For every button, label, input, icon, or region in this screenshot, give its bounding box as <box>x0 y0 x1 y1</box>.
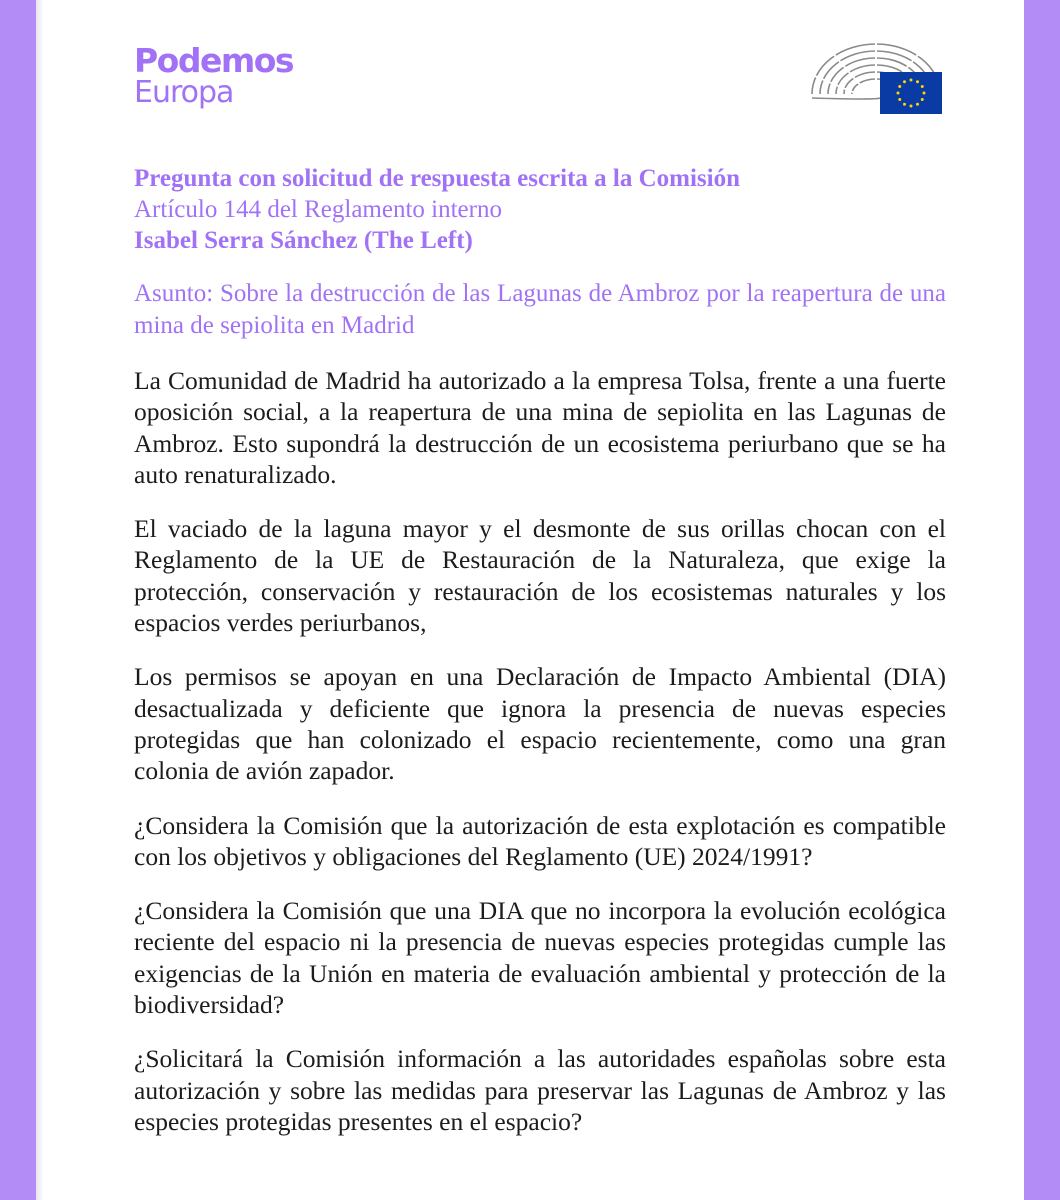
eu-star <box>921 85 924 88</box>
eu-star <box>916 80 919 83</box>
eu-star <box>898 98 901 101</box>
document-page <box>36 0 1024 1200</box>
logo-line-2: Europa <box>134 75 234 110</box>
eu-flag-icon <box>880 72 942 114</box>
question-3: ¿Solicitará la Comisión información a las autoridades españolas sobre esta autorización y sobre las medidas para preservar las Lagunas de Ambroz y las especies protegidas presentes en el espacio? <box>134 1044 946 1136</box>
logo-line-1: Podemos <box>134 41 294 80</box>
question-2: ¿Considera la Comisión que una DIA que no incorpora la evolución ecológica reciente del espacio ni la presencia de nuevas especies protegidas cumple las exigencias de la Unión en materia de evaluación ambiental y protección de la biodiversidad? <box>134 896 946 1020</box>
eu-star <box>916 103 919 106</box>
article-reference: Artículo 144 del Reglamento interno <box>134 196 502 223</box>
subject-line: Asunto: Sobre la destrucción de las Lagunas de Ambroz por la reapertura de una mina de sepiolita en Madrid <box>134 280 946 339</box>
eu-star <box>903 103 906 106</box>
paragraph-regulation: El vaciado de la laguna mayor y el desmonte de sus orillas chocan con el Reglamento de la UE de Restauración de la Naturaleza, que exige la protección, conservación y restauración de los ecosistemas naturales y los espacios verdes periurbanos, <box>134 514 946 638</box>
eu-star <box>903 80 906 83</box>
document-title: Pregunta con solicitud de respuesta escrita a la Comisión <box>134 165 741 192</box>
page-edge-shadow <box>36 0 44 1200</box>
podemos-europa-logo <box>134 41 294 110</box>
eu-star <box>923 92 926 95</box>
eu-star <box>897 92 900 95</box>
eu-star <box>910 79 913 82</box>
eu-star <box>910 105 913 108</box>
eu-star <box>898 85 901 88</box>
document-heading <box>134 163 946 256</box>
question-1: ¿Considera la Comisión que la autorización de esta explotación es compatible con los objetivos y obligaciones del Reglamento (UE) 2024/1991? <box>134 810 946 871</box>
european-parliament-logo-icon <box>806 38 946 118</box>
eu-star <box>921 98 924 101</box>
paragraph-context: La Comunidad de Madrid ha autorizado a la empresa Tolsa, frente a una fuerte oposición social, a la reapertura de una mina de sepiolita en las Lagunas de Ambroz. Esto supondrá la destrucción de un ecosistema periurbano que se ha auto renaturalizado. <box>134 366 946 489</box>
question-content <box>134 163 946 1137</box>
author-line: Isabel Serra Sánchez (The Left) <box>134 227 473 254</box>
paragraph-permits: Los permisos se apoyan en una Declaración de Impacto Ambiental (DIA) desactualizada y deficiente que ignora la presencia de nuevas especies protegidas que han colonizado el espacio recientemente, como una gran colonia de avión zapador. <box>134 662 946 786</box>
